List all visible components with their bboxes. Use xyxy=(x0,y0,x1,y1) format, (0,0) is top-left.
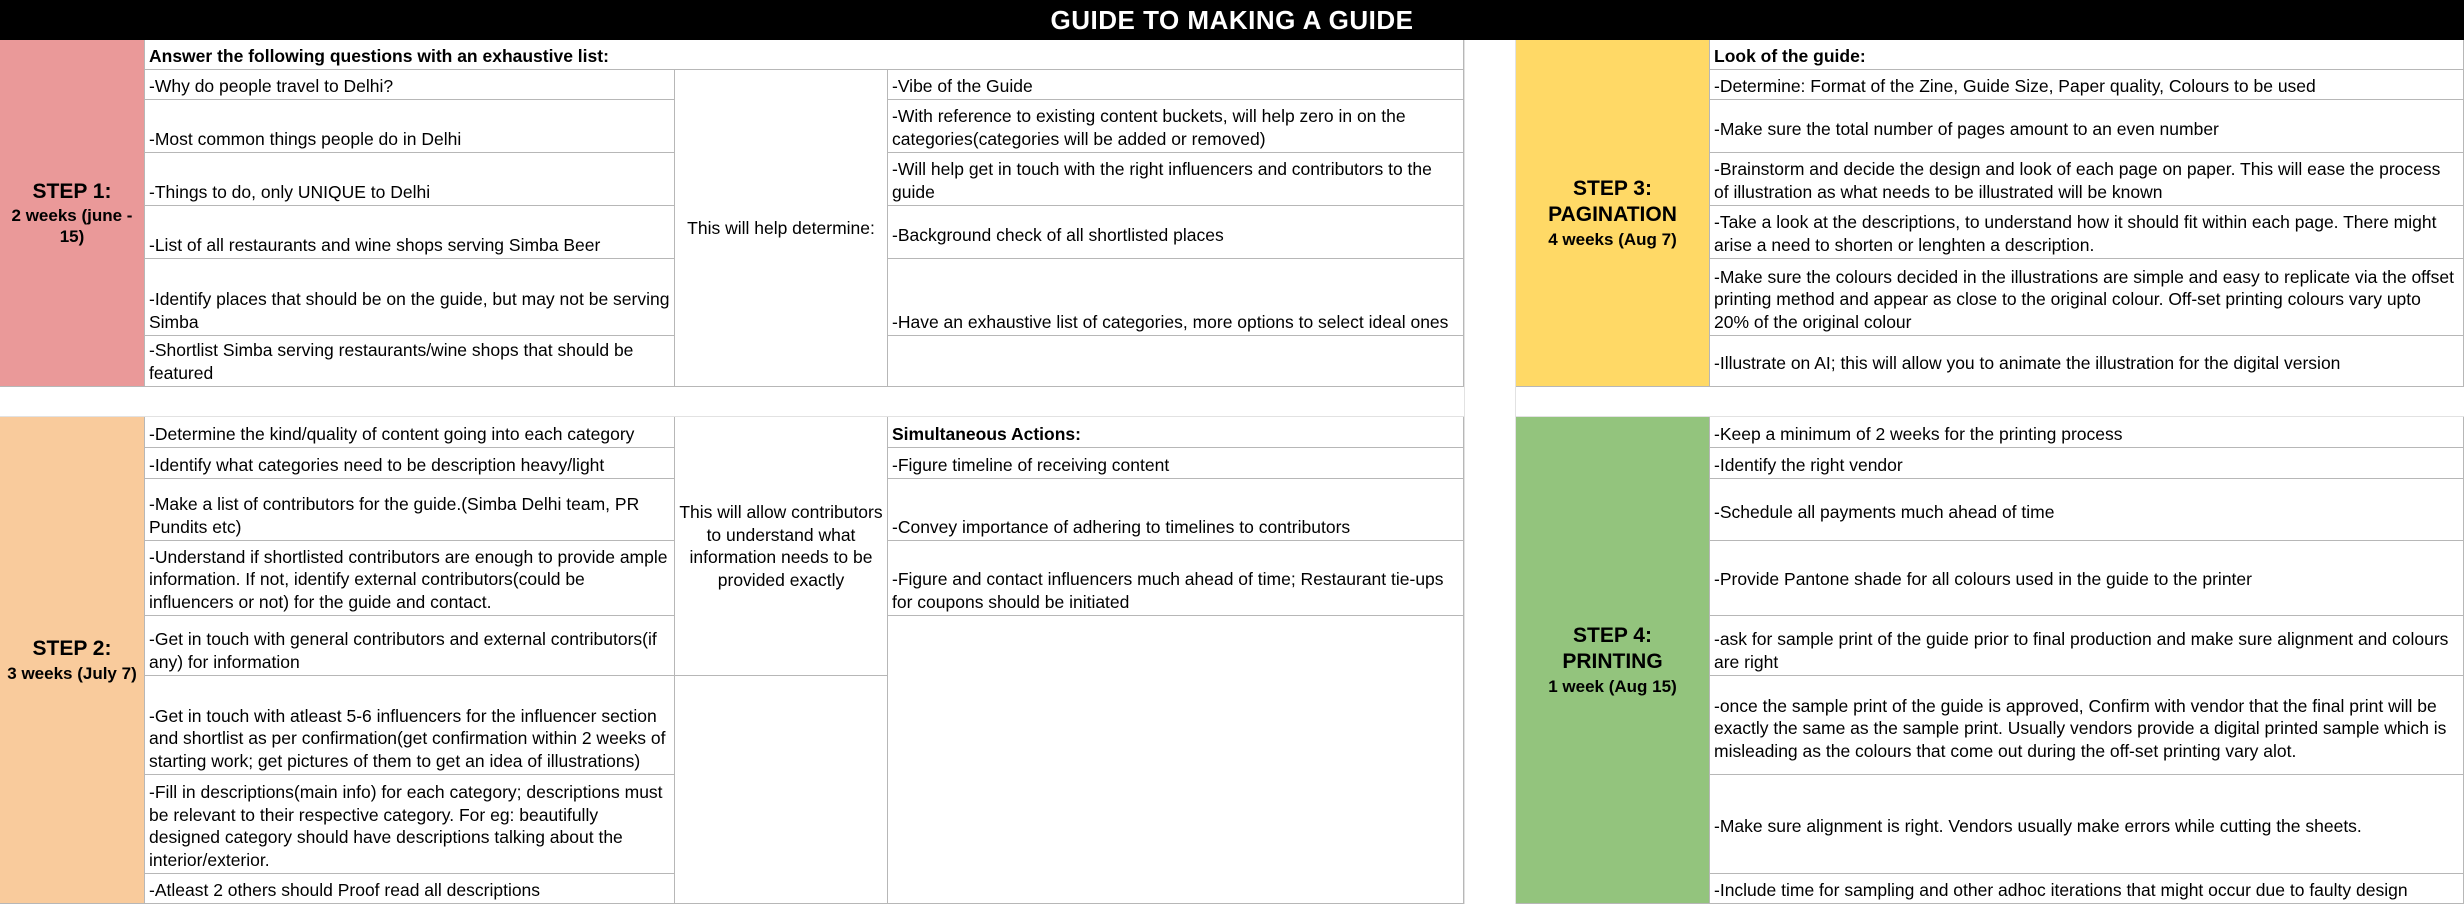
step1-outcome: -Have an exhaustive list of categories, more options to select ideal ones xyxy=(888,259,1464,336)
step2-middle: This will allow contributors to understand what information needs to be provided exactly xyxy=(675,417,888,676)
step2-item: -Get in touch with general contributors and external contributors(if any) for information xyxy=(145,616,675,676)
step4-item: -Schedule all payments much ahead of time xyxy=(1710,479,2464,541)
step2-simultaneous-item: -Figure timeline of receiving content xyxy=(888,448,1464,479)
step2-item: -Make a list of contributors for the guide.(Simba Delhi team, PR Pundits etc) xyxy=(145,479,675,541)
step2-simultaneous-header: Simultaneous Actions: xyxy=(888,417,1464,448)
step2-simultaneous-item: -Figure and contact influencers much ahead of time; Restaurant tie-ups for coupons should be initiated xyxy=(888,541,1464,616)
step2-simultaneous-item: -Convey importance of adhering to timelines to contributors xyxy=(888,479,1464,541)
step4-label-name: PRINTING xyxy=(1562,650,1663,674)
step1-outcome: -Vibe of the Guide xyxy=(888,70,1464,100)
step4-label-cell xyxy=(1516,417,1710,904)
step4-item: -Include time for sampling and other adhoc iterations that might occur due to faulty design xyxy=(1710,874,2464,904)
step4-label: STEP 4: xyxy=(1573,624,1652,648)
step1-question: -List of all restaurants and wine shops serving Simba Beer xyxy=(145,206,675,259)
step4-item: -Identify the right vendor xyxy=(1710,448,2464,479)
step1-question: -Most common things people do in Delhi xyxy=(145,100,675,153)
step4-item: -Make sure alignment is right. Vendors usually make errors while cutting the sheets. xyxy=(1710,775,2464,874)
step1-duration: 2 weeks (june - 15) xyxy=(11,205,133,247)
row-gap-left xyxy=(0,387,1464,417)
step1-outcome: -With reference to existing content buckets, will help zero in on the categories(categories will be added or removed) xyxy=(888,100,1464,153)
step2-item: -Get in touch with atleast 5-6 influencers for the influencer section and shortlist as per confirmation(get confirmation within 2 weeks of starting work; get pictures of them to get an idea of illustrations) xyxy=(145,676,675,775)
step1-question: -Things to do, only UNIQUE to Delhi xyxy=(145,153,675,206)
step2-label: STEP 2: xyxy=(32,637,112,661)
step1-label: STEP 1: xyxy=(32,179,112,203)
step3-duration: 4 weeks (Aug 7) xyxy=(1548,229,1677,249)
step3-item: -Make sure the total number of pages amount to an even number xyxy=(1710,100,2464,153)
step4-item: -once the sample print of the guide is approved, Confirm with vendor that the final print will be exactly the same as the sample print. Usually vendors provide a digital printed sample which is misleading as the colours that come out during the off-set printing vary alot. xyxy=(1710,676,2464,775)
step2-simultaneous-empty xyxy=(888,616,1464,904)
step4-item: -ask for sample print of the guide prior to final production and make sure alignment and colours are right xyxy=(1710,616,2464,676)
step2-item: -Atleast 2 others should Proof read all descriptions xyxy=(145,874,675,904)
step4-item: -Provide Pantone shade for all colours used in the guide to the printer xyxy=(1710,541,2464,616)
step3-item: -Brainstorm and decide the design and look of each page on paper. This will ease the process of illustration as what needs to be illustrated will be known xyxy=(1710,153,2464,206)
step3-item: -Take a look at the descriptions, to understand how it should fit within each page. There might arise a need to shorten or lenghten a description. xyxy=(1710,206,2464,259)
step3-label: STEP 3: xyxy=(1573,177,1652,201)
step3-header: Look of the guide: xyxy=(1710,40,2464,70)
step2-label-cell xyxy=(0,417,145,904)
step1-question: -Identify places that should be on the guide, but may not be serving Simba xyxy=(145,259,675,336)
step3-label-name: PAGINATION xyxy=(1548,203,1677,227)
step1-middle: This will help determine: xyxy=(675,70,888,387)
row-gap-right xyxy=(1516,387,2464,417)
step2-middle-empty xyxy=(675,676,888,904)
step2-item: -Identify what categories need to be description heavy/light xyxy=(145,448,675,479)
page-title: GUIDE TO MAKING A GUIDE xyxy=(0,0,2464,40)
step1-question: -Shortlist Simba serving restaurants/wine shops that should be featured xyxy=(145,336,675,387)
step1-empty-cell xyxy=(888,336,1464,387)
step4-item: -Keep a minimum of 2 weeks for the printing process xyxy=(1710,417,2464,448)
step3-item: -Illustrate on AI; this will allow you to animate the illustration for the digital version xyxy=(1710,336,2464,387)
column-gap xyxy=(1464,40,1516,904)
step4-duration: 1 week (Aug 15) xyxy=(1548,676,1677,696)
step3-label-cell xyxy=(1516,40,1710,387)
step2-item: -Understand if shortlisted contributors are enough to provide ample information. If not, identify external contributors(could be influencers or not) for the guide and contact. xyxy=(145,541,675,616)
step2-item: -Fill in descriptions(main info) for each category; descriptions must be relevant to their respective category. For eg: beautifully designed category should have descriptions talking about the interior/exterior. xyxy=(145,775,675,874)
step3-item: -Make sure the colours decided in the illustrations are simple and easy to replicate via the offset printing method and appear as close to the original colour. Off-set printing colours vary upto 20% of the original colour xyxy=(1710,259,2464,336)
step2-duration: 3 weeks (July 7) xyxy=(7,663,137,683)
step2-item: -Determine the kind/quality of content going into each category xyxy=(145,417,675,448)
step3-item: -Determine: Format of the Zine, Guide Size, Paper quality, Colours to be used xyxy=(1710,70,2464,100)
step1-label-cell xyxy=(0,40,145,387)
step1-question: -Why do people travel to Delhi? xyxy=(145,70,675,100)
step1-outcome: -Will help get in touch with the right influencers and contributors to the guide xyxy=(888,153,1464,206)
step1-outcome: -Background check of all shortlisted places xyxy=(888,206,1464,259)
step1-header: Answer the following questions with an exhaustive list: xyxy=(145,40,1464,70)
